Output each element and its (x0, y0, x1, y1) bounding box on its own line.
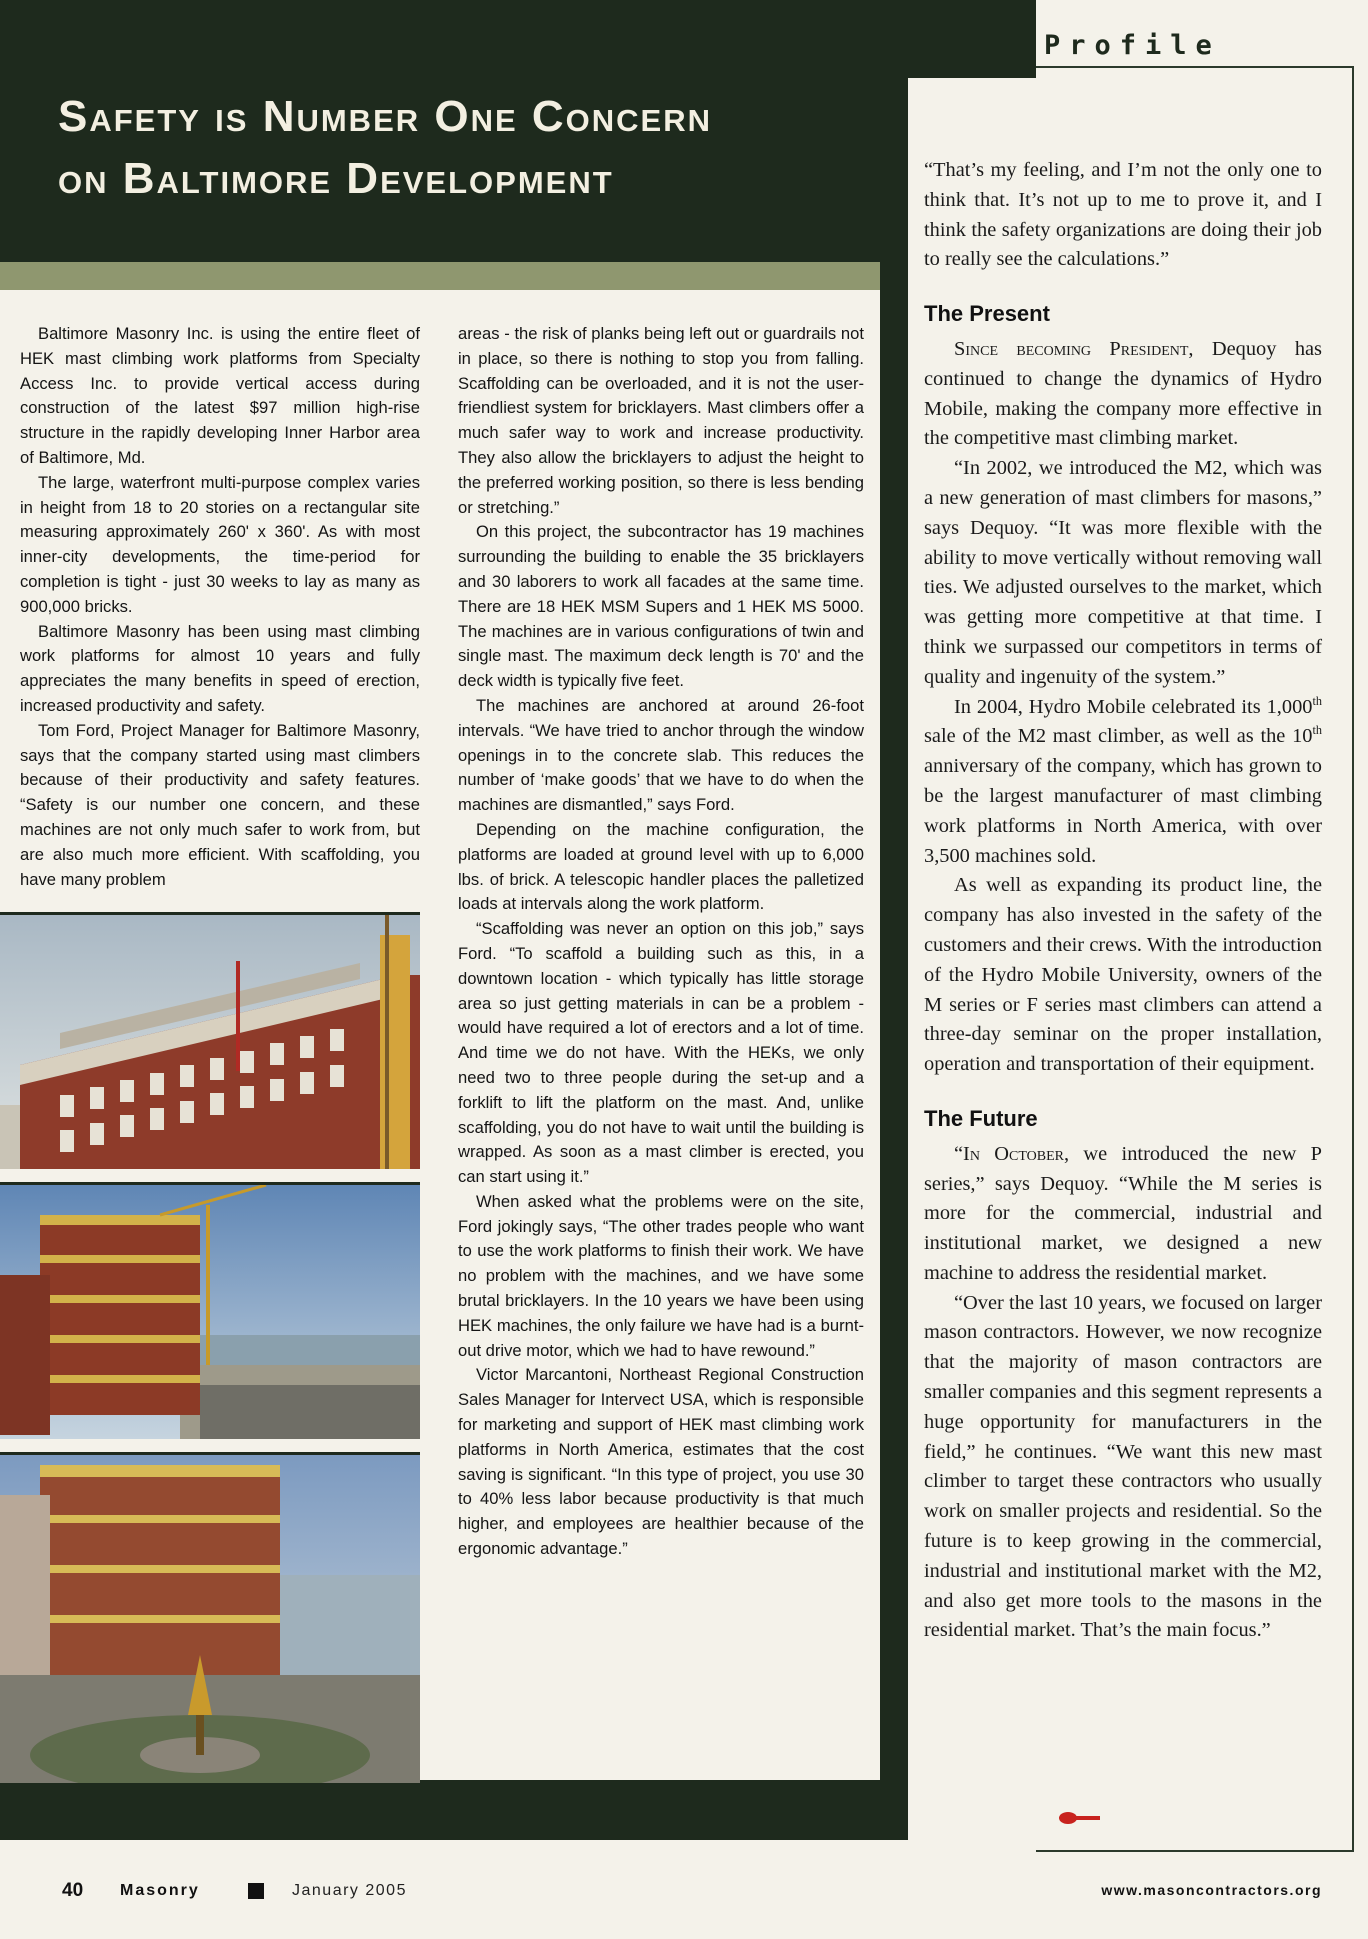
paragraph: Victor Marcantoni, Northeast Regional Construction Sales Manager for Intervect USA, which is responsible for marketing and support of HEK mast climbing work platforms in North America, estimates that the cost saving is significant. “In this type of project, you use 30 to 40% less labor because productivity is that much higher, and employees are healthier because of the ergonomic advantage.” (458, 1365, 864, 1559)
column-divider-strip (880, 262, 908, 1840)
article-title (58, 86, 838, 210)
article-column-2 (458, 322, 864, 1562)
paragraph: On this project, the subcontractor has 19 machines surrounding the building to enable the 35 bricklayers and 30 laborers to work all facades at the same time. There are 18 HEK MSM Supers and 1 HEK MS 5000. The machines are in various configurations of twin and single mast. The maximum deck length is 70' and the deck width is typically five feet. (458, 522, 864, 691)
paragraph: “Over the last 10 years, we focused on larger mason contractors. However, we now recognize that the majority of mason contractors are smaller companies and this segment represents a huge opportunity for manufacturers in the field,” he continues. “We want this new mast climber to target these contractors who usually work on smaller projects and residential. So the future is to keep growing in the commercial, industrial and institutional market with the M2, and also get more tools to the masons in the residential market. That’s the main focus.” (924, 1291, 1322, 1642)
paragraph-text: Dequoy has continued to change the dynamics of Hydro Mobile, making the company more effective in the competitive mast climbing market. (924, 337, 1322, 450)
paragraph: Baltimore Masonry Inc. is using the entire fleet of HEK mast climbing work platforms from Specialty Access Inc. to provide vertical access during construction of the latest $97 million high-rise structure in the rapidly developing Inner Harbor area of Baltimore, Md. (20, 324, 420, 467)
building-under-construction-photo (0, 912, 420, 1169)
paragraph (924, 335, 1322, 454)
paragraph: As well as expanding its product line, the company has also invested in the safety of the customers and their crews. With the introduction of the Hydro Mobile University, owners of the M series or F series mast climbers can attend a three-day seminar on the proper installation, operation and transportation of their equipment. (924, 874, 1322, 1076)
page-number: 40 (62, 1880, 84, 1901)
page-footer (0, 1866, 1368, 1906)
paragraph: areas - the risk of planks being left out or guardrails not in place, so there is nothing to stop you from falling. Scaffolding can be overloaded, and it is not the user-friendliest system for bricklayers. Mast climbers offer a much safer way to work and increase productivity. They also allow the bricklayers to adjust the height to the preferred working position, so there is less bending or stretching.” (458, 324, 864, 517)
paragraph: “In 2002, we introduced the M2, which was a new generation of mast climbers for masons,” says Dequoy. “It was more flexible with the ability to move vertically without removing wall ties. We adjusted ourselves to the market, which was getting more competitive at that time. I think we surpassed our competitors in terms of quality and ingenuity of the system.” (924, 457, 1322, 688)
article-column-1 (20, 322, 420, 892)
sidebar-column (924, 156, 1322, 1646)
paragraph-text: anniversary of the company, which has grown to be the largest manufacturer of mast climbing work platforms in North America, with over 3,500 machines sold. (924, 755, 1322, 867)
paragraph-text: In 2004, Hydro Mobile celebrated its 1,000 (954, 695, 1313, 718)
paragraph: Tom Ford, Project Manager for Baltimore Masonry, says that the company started using mast climbers because of their productivity and safety features. “Safety is our number one concern, and these machines are not only much safer to work from, but are also much more efficient. With scaffolding, you have many problem (20, 720, 420, 889)
superscript: th (1312, 693, 1322, 708)
olive-band (0, 262, 880, 290)
paragraph: “That’s my feeling, and I’m not the only one to think that. It’s not up to me to prove it, and I think the safety organizations are doing their job to really see the calculations.” (924, 159, 1322, 271)
lead-in: “In October, (954, 1142, 1070, 1165)
paragraph: Depending on the machine configuration, the platforms are loaded at ground level with up to 6,000 lbs. of brick. A telescopic handler places the palletized loads at intervals along the work platform. (458, 819, 864, 914)
section-label: Profile (1044, 30, 1221, 61)
paragraph (924, 693, 1322, 872)
paragraph: When asked what the problems were on the site, Ford jokingly says, “The other trades people who want to use the work platforms to finish their work. We have no problem with the machines, and we have some brutal bricklayers. In the 10 years we have been using HEK machines, the only failure we have had is a burnt-out drive motor, which we had to have rewound.” (458, 1191, 864, 1360)
tower-crane-harbor-photo (0, 1182, 420, 1439)
paragraph: “Scaffolding was never an option on this job,” says Ford. “To scaffold a building such as this, in a downtown location - which typically has little storage area so just getting materials in can be a problem - would have required a lot of erectors and a lot of time. And time we do not have. With the HEKs, we only need two to three people during the set-up and a forklift to lift the platform on the mast. And, unlike scaffolding, you do not have to wait until the building is wrapped. As soon as a mast climber is erected, you can start using it.” (458, 919, 864, 1187)
paragraph: The large, waterfront multi-purpose complex varies in height from 18 to 20 stories on a rectangular site measuring approximately 260' x 360'. As with most inner-city developments, the time-period for completion is tight - just 30 weeks to lay as many as 900,000 bricks. (20, 472, 420, 616)
superscript: th (1312, 723, 1322, 738)
paragraph: Baltimore Masonry has been using mast climbing work platforms for almost 10 years and fully appreciates the many benefits in speed of erection, increased productivity and safety. (20, 621, 420, 715)
paragraph-text: sale of the M2 mast climber, as well as the 10 (924, 725, 1313, 748)
section-heading-future: The Future (924, 1105, 1038, 1131)
bottom-bar (0, 1780, 908, 1840)
title-line-1: Safety is Number One Concern (58, 92, 712, 141)
magazine-name: Masonry (120, 1882, 200, 1899)
issue-date: January 2005 (292, 1882, 407, 1899)
end-of-article-icon (1058, 1808, 1102, 1828)
title-line-2: on Baltimore Development (58, 154, 614, 203)
separator-square-icon (248, 1883, 264, 1899)
section-heading-present: The Present (924, 301, 1050, 327)
website-url: www.masoncontractors.org (1101, 1882, 1322, 1898)
paragraph-text: we introduced the new P series,” says Dequoy. “While the M series is more for the commercial, industrial and institutional market, we designed a new machine to address the residential market. (924, 1142, 1322, 1284)
high-rise-monument-photo (0, 1452, 420, 1783)
paragraph (924, 1140, 1322, 1289)
paragraph: The machines are anchored at around 26-foot intervals. “We have tried to anchor through the window openings in to the concrete slab. This reduces the number of ‘make goods’ that we have to do when the machines are dismantled,” says Ford. (458, 695, 864, 815)
profile-tab (908, 0, 1036, 78)
lead-in: Since becoming President, (954, 337, 1194, 360)
